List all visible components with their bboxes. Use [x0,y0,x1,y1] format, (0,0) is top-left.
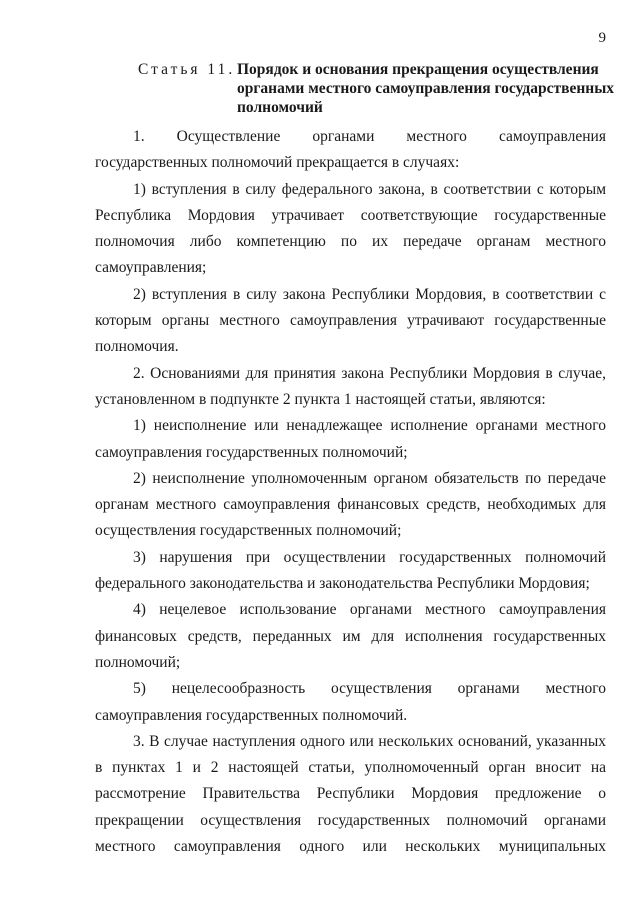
paragraph-1-2: 2) вступления в силу закона Республики Мордовия, в соответствии с которым органы местного самоуправления утрачивают государственные полномочия. [95,285,606,356]
paragraph-2-5: 5) нецелесообразность осуществления органами местного самоуправления государственных полномочий. [95,680,606,724]
page-number: 9 [598,30,606,46]
paragraph-1: 1. Осуществление органами местного самоуправления государственных полномочий прекращается в случаях: [95,128,606,172]
paragraph-2-3: 3) нарушения при осуществлении государственных полномочий федерального законодательства и законодательства Республики Мордовия; [95,548,606,593]
article-label: Статья 11. [138,61,236,78]
paragraph-2-1: 1) неисполнение или ненадлежащее исполнение органами местного самоуправления государственных полномочий; [95,417,606,461]
paragraph-3: 3. В случае наступления одного или нескольких оснований, указанных в пунктах 1 и 2 настоящей статьи, уполномоченный орган вносит на рассмотрение Правительства Республики Мордовия предложение о прекращении осуществления государственных полномочий органами местного самоуправления одного или нескольких муниципальных [95,732,606,856]
paragraph-2: 2. Основаниями для принятия закона Республики Мордовия в случае, установленном в подпункте 2 пункта 1 настоящей статьи, являются: [95,364,606,408]
article-title: Порядок и основания прекращения осуществления органами местного самоуправления государственных полномочий [237,61,615,116]
article-body [95,124,606,860]
paragraph-2-2: 2) неисполнение уполномоченным органом обязательств по передаче органам местного самоуправления финансовых средств, необходимых для осуществления государственных полномочий; [95,469,606,540]
paragraph-1-1: 1) вступления в силу федерального закона, в соответствии с которым Республика Мордовия утрачивает соответствующие государственные полномочия либо компетенцию по их передаче органам местного самоуправления; [95,180,606,277]
paragraph-2-4: 4) нецелевое использование органами местного самоуправления финансовых средств, переданных им для исполнения государственных полномочий; [95,601,606,671]
